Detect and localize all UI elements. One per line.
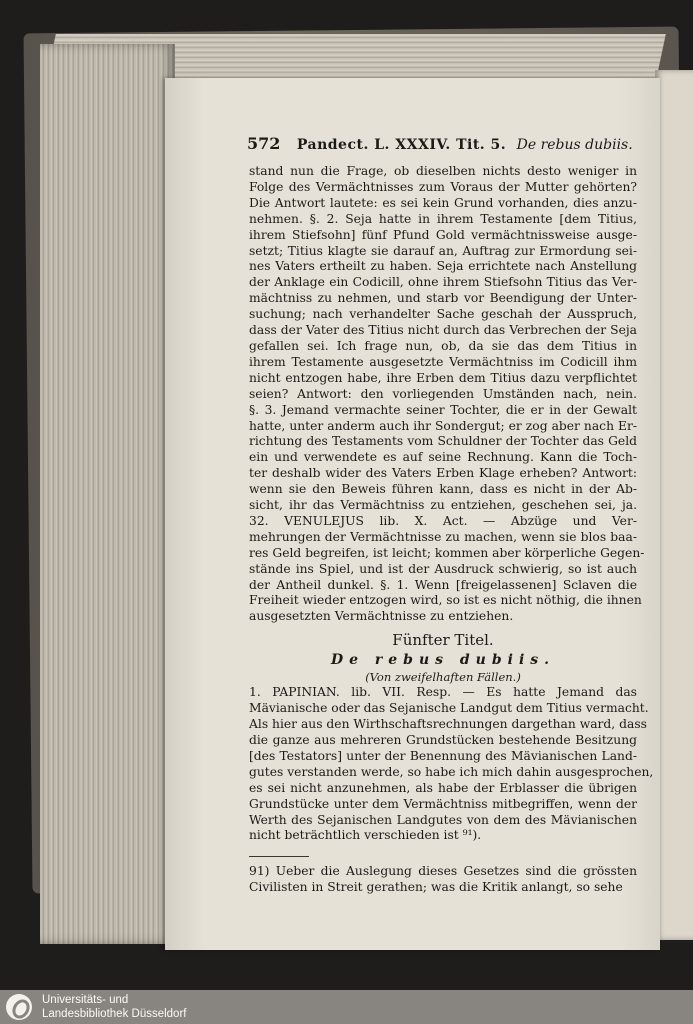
text-line: Werth des Sejanischen Landgutes von dem des Mävianischen [249, 812, 637, 827]
text-line: nes Vaters ertheilt zu haben. Seja errichtete nach Anstellung [249, 259, 637, 274]
text-line: 32. VENULEJUS lib. X. Act. — Abzüge und Ver- [249, 513, 637, 528]
text-line: Grundstücke unter dem Vermächtniss mitbegriffen, wenn der [249, 796, 637, 811]
section-title: Fünfter Titel. [392, 631, 494, 650]
text-line: suchung; nach verhandelter Sache geschah der Ausspruch, [249, 307, 637, 322]
text-line: richtung des Testaments vom Schuldner der Tochter das Geld [249, 434, 637, 449]
footnote [249, 863, 637, 895]
text-line: [des Testators] unter der Benennung des Mävianischen Land- [249, 748, 637, 763]
running-subtitle: De rebus dubiis. [516, 137, 633, 153]
text-line: Freiheit wieder entzogen wird, so ist es nicht nöthig, die ihnen [249, 593, 642, 608]
text-line: sicht, ihr das Vermächtniss zu entziehen, geschehen sei, ja. [249, 498, 637, 513]
page-number: 572 [247, 134, 281, 153]
text-line: stand nun die Frage, ob dieselben nichts desto weniger in [249, 164, 637, 178]
text-line: setzt; Titius klagte sie darauf an, Auftrag zur Ermordung sei- [249, 243, 637, 258]
text-line: ihrem Stiefsohn] fünf Pfund Gold vermächtnissweise ausge- [249, 227, 637, 242]
footnote-rule [249, 856, 309, 857]
text-line: ausgesetzten Vermächtnisse zu entziehen. [249, 609, 514, 624]
page-body [249, 164, 654, 895]
text-line: §. 3. Jemand vermachte seiner Tochter, die er in der Gewalt [249, 402, 637, 417]
section-latin-title: De rebus dubiis. [330, 652, 556, 669]
paragraph-block-1 [249, 164, 645, 625]
text-line: Die Antwort lautete: es sei kein Grund vorhanden, dies anzu- [249, 195, 637, 210]
text-line: gefallen sei. Ich frage nun, ob, da sie das dem Titius in [249, 338, 637, 353]
text-line: Folge des Vermächtnisses zum Voraus der Mutter gehörten? [249, 179, 637, 194]
text-line: Mävianische oder das Sejanische Landgut dem Titius vermacht. [249, 701, 649, 716]
text-line: es sei nicht anzunehmen, als habe der Erblasser die übrigen [249, 780, 637, 795]
text-line: nehmen. §. 2. Seja hatte in ihrem Testamente [dem Titius, [249, 211, 637, 226]
text-line: dass der Vater des Titius nicht durch das Verbrechen der Seja [249, 323, 637, 338]
library-name-line1: Universitäts- und [42, 994, 129, 1006]
section-german-title: (Von zweifelhaften Fällen.) [365, 670, 521, 685]
text-line: Civilisten in Streit gerathen; was die Kritik anlangt, so sehe [249, 880, 623, 895]
library-name-line2: Landesbibliothek Düsseldorf [42, 1008, 187, 1020]
text-line: nicht entzogen habe, ihre Erben dem Titius dazu verpflichtet [249, 370, 637, 385]
text-line: ter deshalb wider des Vaters Erben Klage erheben? Antwort: [249, 466, 637, 481]
text-line: seien? Antwort: den vorliegenden Umständen nach, nein. [249, 386, 637, 401]
page-edges-left [40, 44, 175, 944]
running-header [247, 134, 667, 153]
paragraph-block-2 [249, 685, 654, 844]
text-line: hatte, unter anderm auch ihr Sondergut; er zog aber nach Er- [249, 418, 637, 433]
text-line: die ganze aus mehreren Grundstücken bestehende Besitzung [249, 733, 637, 747]
text-line: nicht beträchtlich verschieden ist ⁹¹). [249, 828, 482, 843]
text-line: 1. PAPINIAN. lib. VII. Resp. — Es hatte Jemand das [249, 685, 637, 700]
library-footer [0, 990, 693, 1024]
library-logo-icon [6, 994, 32, 1020]
text-line: stände ins Spiel, und ist der Ausdruck schwierig, so ist auch [249, 561, 637, 576]
text-line: der Anklage ein Codicill, ohne ihrem Stiefsohn Titius das Ver- [249, 275, 637, 290]
book-page [165, 78, 660, 950]
text-line: Als hier aus den Wirthschaftsrechnungen dargethan ward, dass [249, 717, 647, 732]
text-line: mehrungen der Vermächtnisse zu machen, wenn sie blos baa- [249, 529, 637, 544]
library-name [42, 993, 186, 1021]
text-line: wenn sie den Beweis führen kann, dass es nicht in der Ab- [249, 482, 637, 497]
text-line: mächtniss zu nehmen, und starb vor Beendigung der Unter- [249, 291, 637, 306]
text-line: res Geld begreifen, ist leicht; kommen aber körperliche Gegen- [249, 545, 645, 560]
text-line: ihrem Testamente ausgesetzte Vermächtniss im Codicill ihm [249, 354, 637, 369]
text-line: 91) Ueber die Auslegung dieses Gesetzes sind die grössten [249, 864, 637, 879]
text-line: ein und verwendete es auf seine Rechnung. Kann die Toch- [249, 450, 637, 465]
facing-page [655, 70, 693, 940]
running-title: Pandect. L. XXXIV. Tit. 5. [296, 137, 507, 153]
text-line: der Antheil dunkel. §. 1. Wenn [freigelassenen] Sclaven die [249, 577, 637, 592]
text-line: gutes verstanden werde, so habe ich mich dahin ausgesprochen, [249, 764, 654, 779]
